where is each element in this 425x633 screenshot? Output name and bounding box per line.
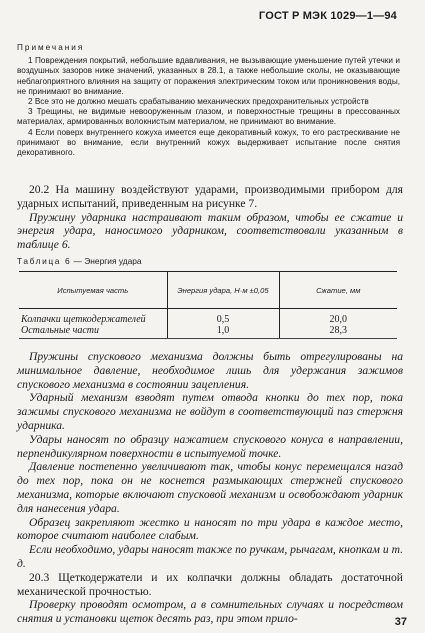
header-compression: Сжатие, мм (279, 272, 397, 309)
cell-compression: 28,3 (279, 325, 397, 339)
table-row (19, 309, 397, 326)
header-tested-part: Испытуемая часть (19, 272, 167, 309)
table-header-row (19, 272, 397, 309)
impact-energy-table (19, 271, 397, 339)
note-1: 1 Повреждения покрытий, небольшие вдавливания, не вызывающие уменьшение путей утечки и воздушных зазоров ниже значений, указанных в 28.1, а также небольшие сколы, не оказывающие неблагоприятного влияния на защиту от поражения электрическим током или проникновения воды, не принимают во внимание. (17, 56, 400, 96)
notes-block (17, 43, 400, 158)
section-20-3-paragraph: 20.3 Щеткодержатели и их колпачки должны обладать достаточной механической прочностью. (17, 570, 403, 598)
procedure-text (17, 350, 403, 626)
body-paragraph: Пружины спускового механизма должны быть отрегулированы на минимальное давление, необходимое лишь для удержания зажимов спускового механизма в состоянии зацепления. (17, 350, 403, 391)
brush-check-paragraph: Проверку проводят осмотром, а в сомнительных случаях и посредством снятия и установки щеток десять раз, при этом прило- (17, 598, 403, 626)
cell-energy: 0,5 (167, 309, 279, 326)
section-20-2-paragraph: 20.2 На машину воздействуют ударами, производимыми прибором для ударных испытаний, приведенным на рисунке 7. (17, 183, 403, 210)
table-row (19, 325, 397, 339)
body-paragraph: Ударный механизм взводят путем отвода кнопки до тех пор, пока зажимы спускового механизма не войдут в соответствующий паз стержня ударника. (17, 391, 403, 432)
note-4: 4 Если поверх внутреннего кожуха имеется еще декоративный кожух, то его растрескивание не принимают во внимание, если внутренний кожух выдерживает испытание после снятия декоративного. (17, 127, 400, 158)
standard-header: ГОСТ Р МЭК 1029—1—94 (258, 10, 397, 22)
cell-compression: 20,0 (279, 309, 397, 326)
body-paragraph: Давление постепенно увеличивают так, чтобы конус перемещался назад до тех пор, пока он не коснется размыкающих стержней спускового механизма, которые включают спусковой механизм и освобождают ударник для нанесения удара. (17, 460, 403, 515)
note-2: 2 Все это не должно мешать срабатыванию механических предохранительных устройств (28, 97, 369, 107)
cell-part: Остальные части (19, 325, 167, 339)
body-paragraph: Удары наносят по образцу нажатием спускового конуса в направлении, перпендикулярном поверхности в испытуемой точке. (17, 432, 403, 460)
spring-adjustment-paragraph: Пружину ударника настраивают таким образом, чтобы ее сжатие и энергия удара, наносимого ударником, соответствовали указанным в таблице 6. (17, 210, 403, 252)
table-caption-label: Таблица 6 (17, 256, 72, 266)
header-impact-energy: Энергия удара, Н·м ±0,05 (167, 272, 279, 309)
cell-part: Колпачки щеткодержателей (21, 314, 146, 325)
section-20-2 (17, 183, 403, 252)
cell-energy: 1,0 (167, 325, 279, 339)
body-paragraph: Если необходимо, удары наносят также по ручкам, рычагам, кнопкам и т. д. (17, 543, 403, 570)
body-paragraph: Образец закрепляют жестко и наносят по три удара в каждое место, которое считают наиболее слабым. (17, 515, 403, 543)
note-3: 3 Трещины, не видимые невооруженным глазом, и поверхностные трещины в прессованных материалах, армированных волокнистым материалом, не принимают во внимание. (17, 107, 400, 127)
page-number: 37 (394, 616, 407, 628)
notes-title: Примечания (17, 43, 85, 52)
table-caption-title: — Энергия удара (71, 256, 142, 266)
table-caption (17, 256, 142, 266)
